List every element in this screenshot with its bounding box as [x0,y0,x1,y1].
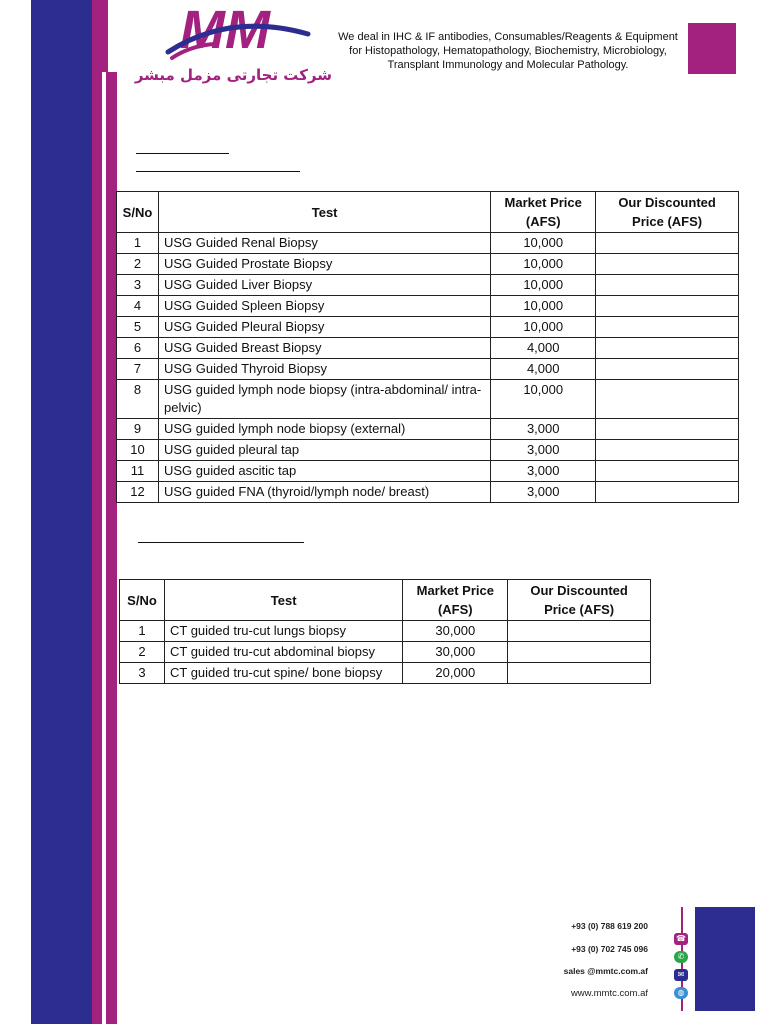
row-sno: 1 [117,233,159,254]
table-row [120,642,651,663]
table-header-row [120,580,651,621]
row-market-price: 10,000 [491,275,596,296]
table-row [117,275,739,296]
table-row [117,338,739,359]
globe-icon: ◍ [674,987,688,999]
row-test: USG guided pleural tap [158,440,490,461]
row-test: USG guided lymph node biopsy (intra-abdominal/ intra-pelvic) [158,380,490,419]
row-market-price: 10,000 [491,380,596,419]
footer-navy-square [695,907,755,1011]
row-discounted-price [596,296,739,317]
logo-subtitle: شرکت تجارتی مزمل مبشر [134,66,332,84]
row-discounted-price [596,338,739,359]
usg-price-table [116,191,739,503]
row-test: USG Guided Breast Biopsy [158,338,490,359]
row-sno: 11 [117,461,159,482]
row-test: CT guided tru-cut abdominal biopsy [164,642,402,663]
ct-price-table [119,579,651,684]
row-test: USG guided ascitic tap [158,461,490,482]
header-market-price: Market Price (AFS) [403,580,508,621]
header-discounted-price: Our Discounted Price (AFS) [596,192,739,233]
tagline-line-2: for Histopathology, Hematopathology, Biochemistry, Microbiology, [349,45,667,57]
table-row [117,482,739,503]
section-heading-rule-ct [138,542,304,543]
table-row [117,254,739,275]
row-discounted-price [596,359,739,380]
row-sno: 8 [117,380,159,419]
row-discounted-price [596,254,739,275]
company-logo [134,0,340,90]
table-row [117,419,739,440]
section-heading-rule-usg [136,171,300,172]
row-test: CT guided tru-cut lungs biopsy [164,621,402,642]
row-sno: 2 [120,642,165,663]
row-discounted-price [596,419,739,440]
row-market-price: 10,000 [491,296,596,317]
row-market-price: 10,000 [491,254,596,275]
row-discounted-price [596,482,739,503]
row-market-price: 4,000 [491,338,596,359]
row-sno: 1 [120,621,165,642]
row-test: USG Guided Renal Biopsy [158,233,490,254]
row-sno: 3 [117,275,159,296]
tagline-line-3: Transplant Immunology and Molecular Pathology. [387,59,629,71]
whatsapp-icon: ✆ [674,951,688,963]
row-discounted-price [596,380,739,419]
table-row [120,663,651,684]
row-test: USG Guided Liver Biopsy [158,275,490,296]
row-sno: 6 [117,338,159,359]
row-sno: 3 [120,663,165,684]
row-discounted-price [508,663,651,684]
table-row [117,380,739,419]
header-discounted-price: Our Discounted Price (AFS) [508,580,651,621]
table-row [117,296,739,317]
contact-phone-1: +93 (0) 788 619 200 [571,921,648,931]
left-navy-bar [31,0,92,1024]
header-sno: S/No [117,192,159,233]
row-test: CT guided tru-cut spine/ bone biopsy [164,663,402,684]
header-test: Test [164,580,402,621]
row-market-price: 4,000 [491,359,596,380]
email-icon: ✉ [674,969,688,981]
table-row [117,233,739,254]
table-header-row [117,192,739,233]
section-heading-rule-short [136,153,229,154]
row-market-price: 30,000 [403,642,508,663]
row-discounted-price [508,621,651,642]
header-market-price: Market Price (AFS) [491,192,596,233]
phone-icon: ☎ [674,933,688,945]
left-magenta-bar [92,0,102,1024]
row-discounted-price [596,317,739,338]
row-sno: 12 [117,482,159,503]
company-tagline [332,30,684,72]
row-market-price: 30,000 [403,621,508,642]
header-accent-square [688,23,736,74]
row-market-price: 10,000 [491,233,596,254]
table-row [117,461,739,482]
row-discounted-price [596,440,739,461]
table-row [117,359,739,380]
row-market-price: 3,000 [491,440,596,461]
row-market-price: 10,000 [491,317,596,338]
row-market-price: 3,000 [491,482,596,503]
table-row [117,317,739,338]
row-market-price: 3,000 [491,461,596,482]
row-sno: 9 [117,419,159,440]
contact-website[interactable]: www.mmtc.com.af [570,988,648,999]
table-row [117,440,739,461]
row-test: USG Guided Spleen Biopsy [158,296,490,317]
row-discounted-price [596,275,739,296]
row-sno: 4 [117,296,159,317]
tagline-line-1: We deal in IHC & IF antibodies, Consumables/Reagents & Equipment [338,31,678,43]
row-sno: 2 [117,254,159,275]
row-test: USG Guided Pleural Biopsy [158,317,490,338]
left-magenta-bar-top [92,0,108,72]
row-sno: 7 [117,359,159,380]
row-test: USG Guided Thyroid Biopsy [158,359,490,380]
row-test: USG Guided Prostate Biopsy [158,254,490,275]
row-test: USG guided FNA (thyroid/lymph node/ breast) [158,482,490,503]
row-discounted-price [596,233,739,254]
table-row [120,621,651,642]
row-market-price: 3,000 [491,419,596,440]
row-discounted-price [508,642,651,663]
row-market-price: 20,000 [403,663,508,684]
row-sno: 10 [117,440,159,461]
contact-phone-2: +93 (0) 702 745 096 [571,944,648,954]
contact-email[interactable]: sales @mmtc.com.af [563,966,648,976]
header-test: Test [158,192,490,233]
row-test: USG guided lymph node biopsy (external) [158,419,490,440]
header-sno: S/No [120,580,165,621]
row-discounted-price [596,461,739,482]
row-sno: 5 [117,317,159,338]
logo-mark: MM [180,0,270,60]
